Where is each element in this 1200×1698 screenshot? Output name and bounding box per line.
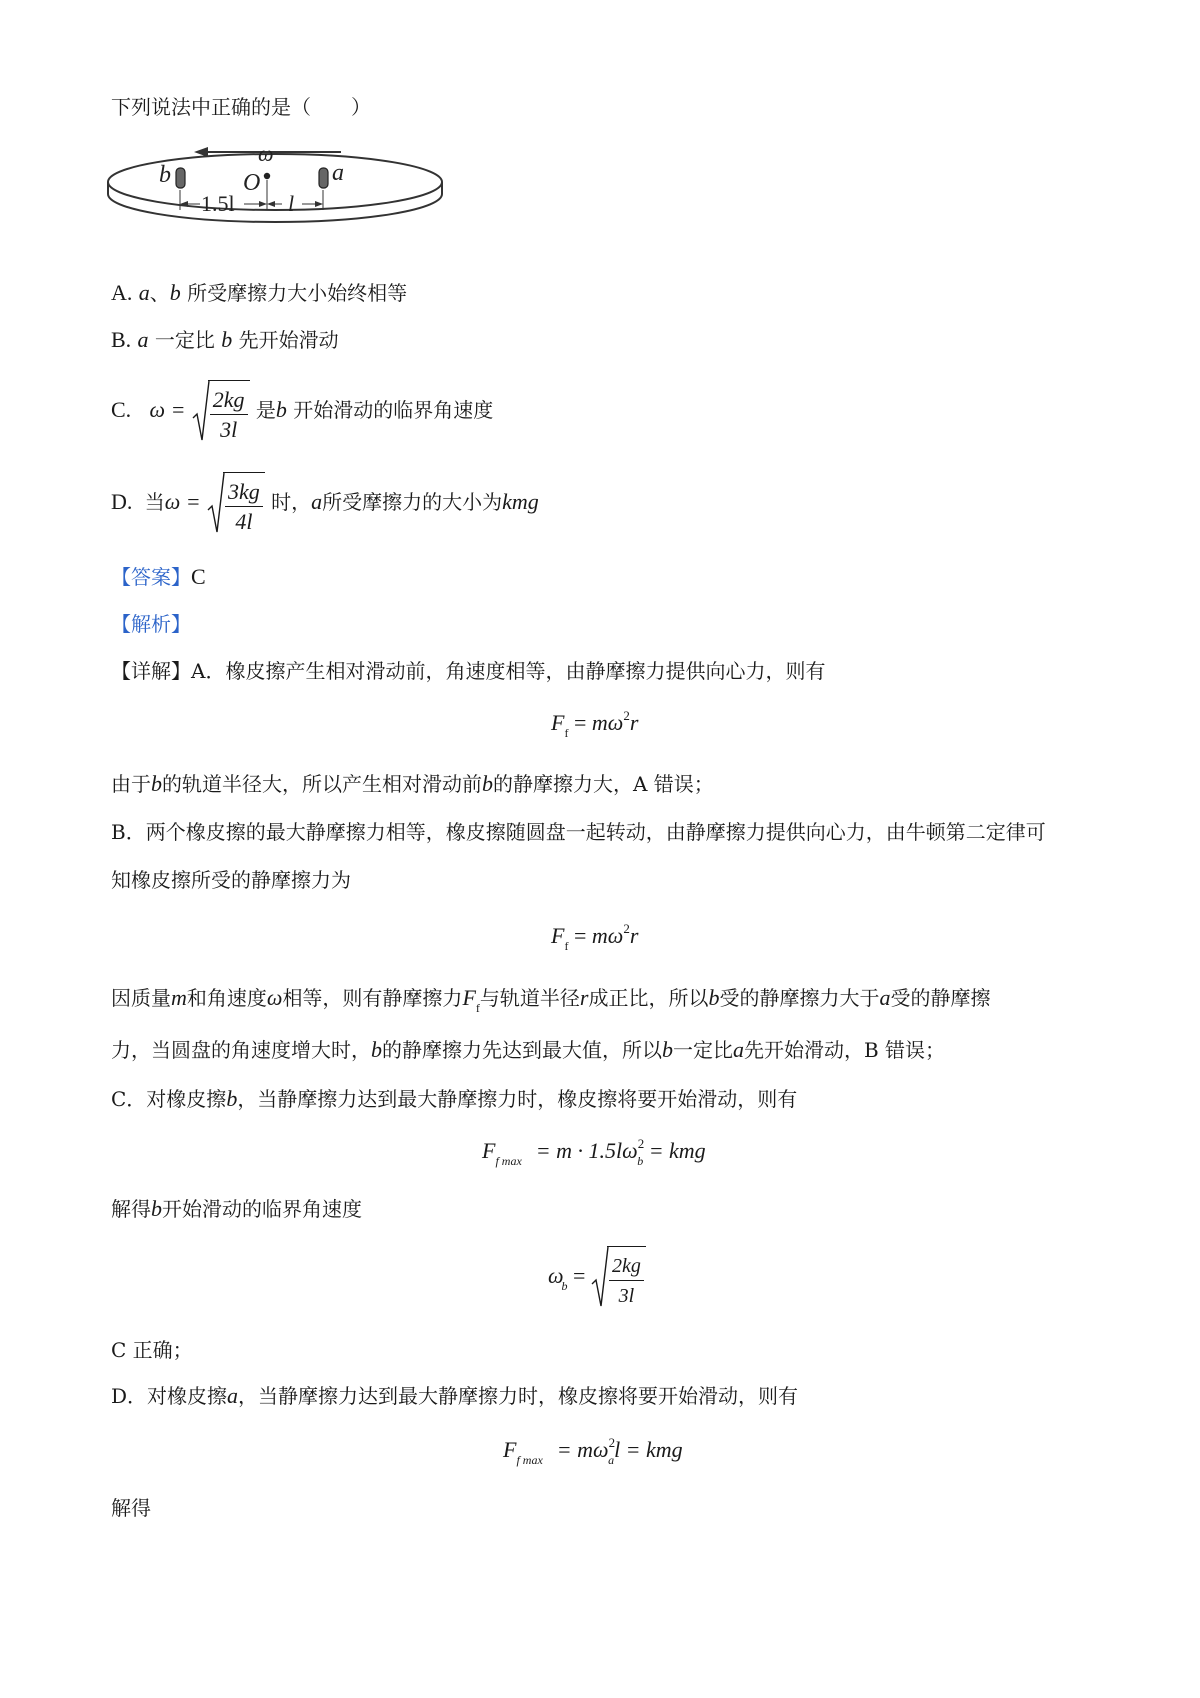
detail-c-solve: 解得b开始滑动的临界角速度 bbox=[111, 1196, 362, 1221]
equation-3: $F_{f max} = m \cdot 1.5l\omega^2_b$ = kmg bbox=[482, 1136, 706, 1168]
detail-b-text-2: 知橡皮擦所受的静摩擦力为 bbox=[111, 868, 351, 892]
detail-c-conclusion: C 正确； bbox=[111, 1338, 193, 1362]
object-b bbox=[176, 168, 185, 188]
sqrt-symbol: $\frac{3kg}{4l}$ bbox=[207, 472, 265, 535]
label-right-distance: l bbox=[288, 191, 295, 216]
label-b: b bbox=[159, 162, 171, 188]
equation-2: $F_f = m\omega^2r$ bbox=[551, 921, 639, 953]
option-d: D. 当ω = $\frac{3kg}{4l}$ 时，a所受摩擦力的大小为kmg bbox=[111, 472, 539, 535]
detail-d-text: D．对橡皮擦a，当静摩擦力达到最大静摩擦力时，橡皮擦将要开始滑动，则有 bbox=[111, 1383, 799, 1408]
object-a bbox=[319, 168, 328, 188]
label-left-distance: 1.5l bbox=[201, 191, 235, 216]
detail-c-text: C．对橡皮擦b，当静摩擦力达到最大静摩擦力时，橡皮擦将要开始滑动，则有 bbox=[111, 1086, 798, 1111]
answer-value: C bbox=[191, 564, 206, 589]
label-a: a bbox=[332, 160, 344, 186]
label-omega: ω bbox=[258, 141, 274, 166]
center-point bbox=[264, 173, 270, 179]
detail-b-text-1: B．两个橡皮擦的最大静摩擦力相等，橡皮擦随圆盘一起转动，由静摩擦力提供向心力，由牛顿第二定律可 bbox=[111, 820, 1046, 844]
rotation-arrow-icon bbox=[194, 147, 208, 157]
answer-line bbox=[111, 563, 206, 591]
sqrt-symbol: $\frac{2kg}{3l}$ bbox=[192, 380, 250, 443]
option-a: A. a、b 所受摩擦力大小始终相等 bbox=[111, 280, 408, 305]
equation-1: $F_f = m\omega^2r$ bbox=[551, 708, 639, 740]
equation-4: $\omega_b$ = $\frac{2kg}{3l}$ bbox=[548, 1246, 646, 1309]
turntable-figure bbox=[106, 138, 444, 236]
option-b: B. a 一定比 b 先开始滑动 bbox=[111, 327, 339, 352]
detail-b-text-4: 力，当圆盘的角速度增大时，b的静摩擦力先达到最大值，所以b一定比a先开始滑动，B 错误； bbox=[111, 1037, 946, 1062]
detail-b-text-3: 因质量m和角速度ω相等，则有静摩擦力$F_f$与轨道半径r成正比，所以b受的静摩擦力大于a受的静摩擦 bbox=[111, 985, 991, 1015]
option-c: C. ω = $\frac{2kg}{3l}$ 是b 开始滑动的临界角速度 bbox=[111, 380, 493, 443]
detail-a-text: 【详解】A．橡皮擦产生相对滑动前，角速度相等，由静摩擦力提供向心力，则有 bbox=[111, 659, 826, 683]
answer-label: 【答案】 bbox=[111, 565, 191, 589]
analysis-label: 【解析】 bbox=[111, 612, 191, 636]
detail-d-solve: 解得 bbox=[111, 1496, 151, 1520]
label-O: O bbox=[243, 170, 261, 196]
question-prompt: 下列说法中正确的是（ ） bbox=[111, 95, 371, 119]
sqrt-symbol: $\frac{2kg}{3l}$ bbox=[591, 1246, 646, 1309]
equation-5: $F_{f max} = m\omega^2_al$ = kmg bbox=[503, 1435, 683, 1467]
detail-a-conclusion: 由于b的轨道半径大，所以产生相对滑动前b的静摩擦力大，A 错误； bbox=[111, 771, 714, 796]
